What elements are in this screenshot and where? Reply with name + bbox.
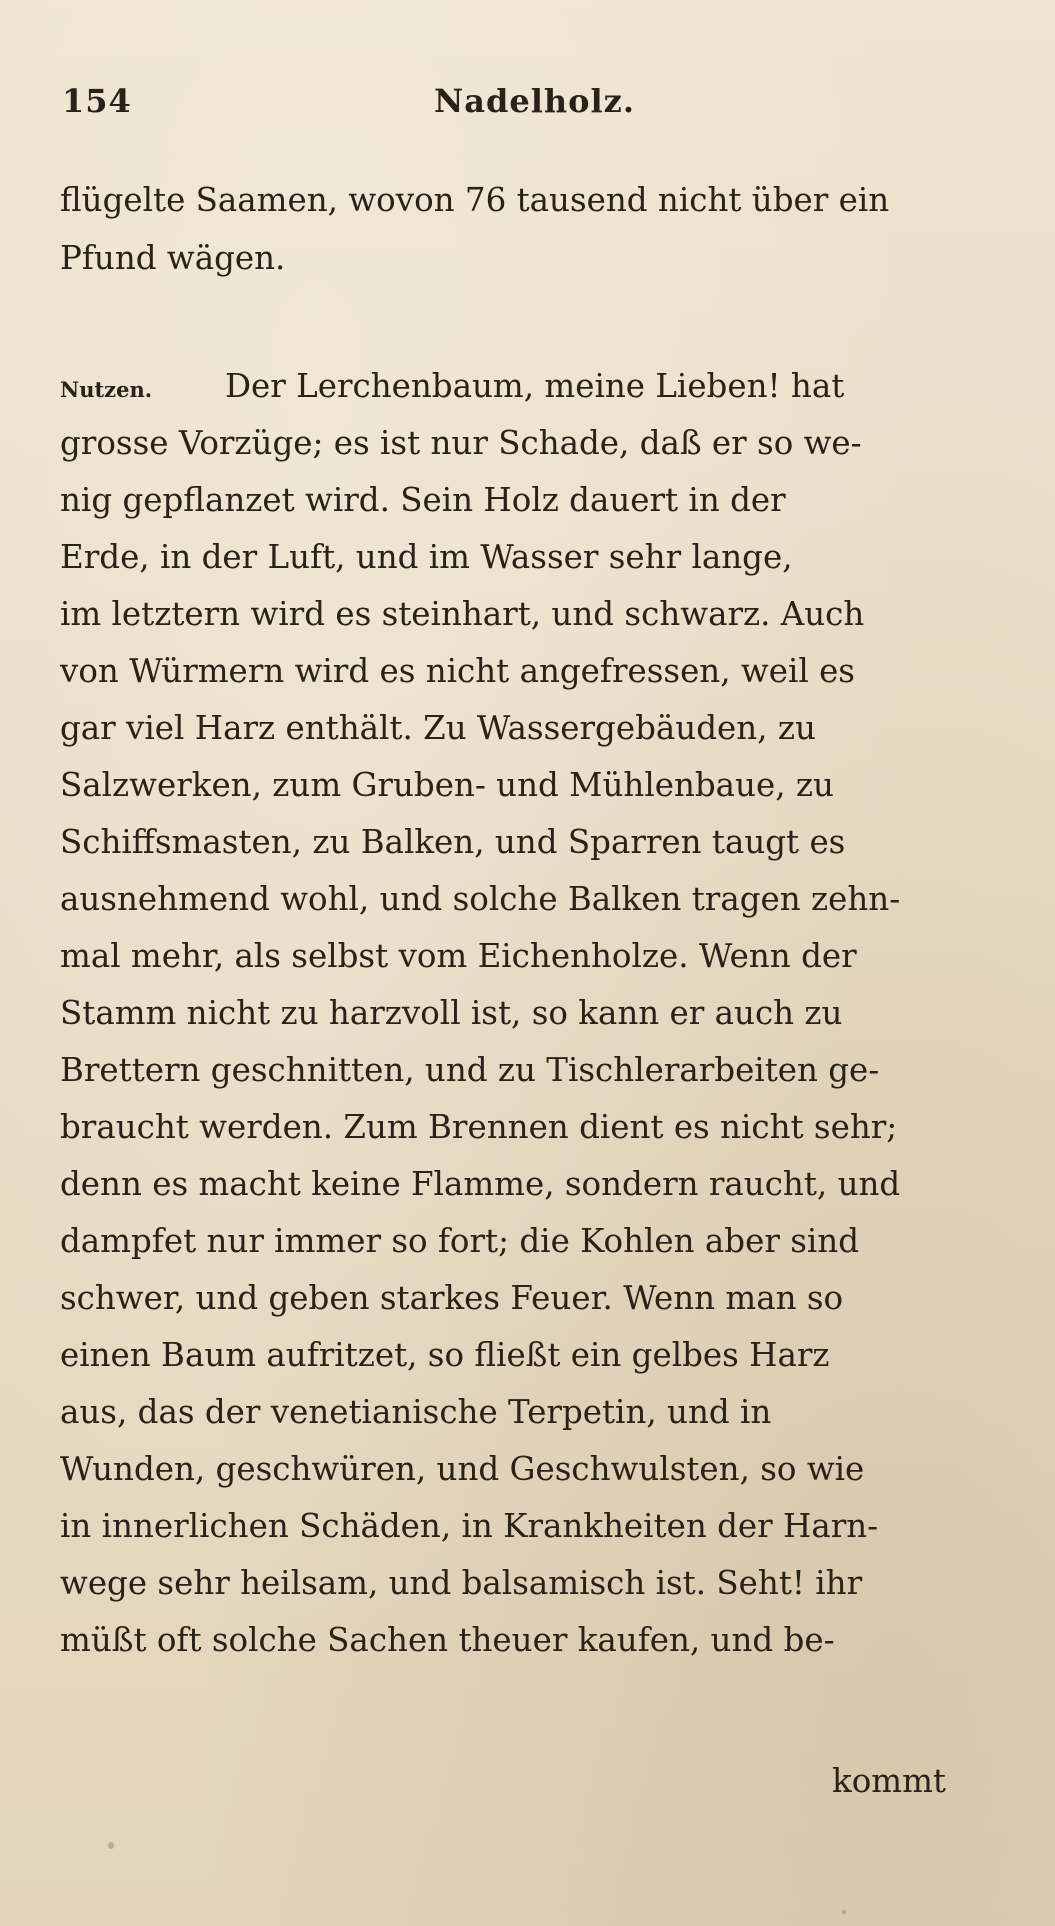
text-line: in innerlichen Schäden, in Krankheiten der Harn-: [60, 1507, 879, 1545]
text-line: Pfund wägen.: [60, 239, 286, 277]
text-line: Salzwerken, zum Gruben- und Mühlenbaue, zu: [60, 766, 834, 804]
text-line: wege sehr heilsam, und balsamisch ist. Seht! ihr: [60, 1564, 863, 1602]
text-line: im letztern wird es steinhart, und schwarz. Auch: [60, 595, 865, 633]
text-line: Wunden, geschwüren, und Geschwulsten, so wie: [60, 1450, 865, 1488]
text-line: dampfet nur immer so fort; die Kohlen aber sind: [60, 1222, 860, 1260]
text-line: einen Baum aufritzet, so fließt ein gelbes Harz: [60, 1336, 830, 1374]
text-line: [60, 361, 1018, 415]
text-line: denn es macht keine Flamme, sondern raucht, und: [60, 1165, 901, 1203]
text-line: nig gepflanzet wird. Sein Holz dauert in der: [60, 481, 786, 519]
text-line-content: Der Lerchenbaum, meine Lieben! hat: [225, 367, 845, 405]
text-line: müßt oft solche Sachen theuer kaufen, und be-: [60, 1621, 835, 1659]
text-line: schwer, und geben starkes Feuer. Wenn man so: [60, 1279, 844, 1317]
text-line: Erde, in der Luft, und im Wasser sehr lange,: [60, 538, 793, 576]
text-line: aus, das der venetianische Terpetin, und in: [60, 1393, 772, 1431]
page-number: 154: [62, 82, 132, 120]
text-line: Schiffsmasten, zu Balken, und Sparren taugt es: [60, 823, 846, 861]
text-line: von Würmern wird es nicht angefressen, weil es: [60, 652, 855, 690]
margin-note: Nutzen.: [60, 377, 153, 402]
page-header: [62, 82, 993, 132]
text-line: Stamm nicht zu harzvoll ist, so kann er auch zu: [60, 994, 843, 1032]
text-line: grosse Vorzüge; es ist nur Schade, daß er so we-: [60, 424, 862, 462]
text-line: flügelte Saamen, wovon 76 tausend nicht über ein: [60, 181, 890, 219]
running-head: Nadelholz.: [434, 82, 635, 120]
paper-stain: [842, 1910, 846, 1914]
paper-stain: [108, 1842, 114, 1849]
text-line: gar viel Harz enthält. Zu Wassergebäuden, zu: [60, 709, 816, 747]
catchword: kommt: [832, 1762, 946, 1800]
text-line: ausnehmend wohl, und solche Balken tragen zehn-: [60, 880, 901, 918]
text-line: Brettern geschnitten, und zu Tischlerarbeiten ge-: [60, 1051, 880, 1089]
text-line: braucht werden. Zum Brennen dient es nicht sehr;: [60, 1108, 898, 1146]
text-line: mal mehr, als selbst vom Eichenholze. Wenn der: [60, 937, 857, 975]
